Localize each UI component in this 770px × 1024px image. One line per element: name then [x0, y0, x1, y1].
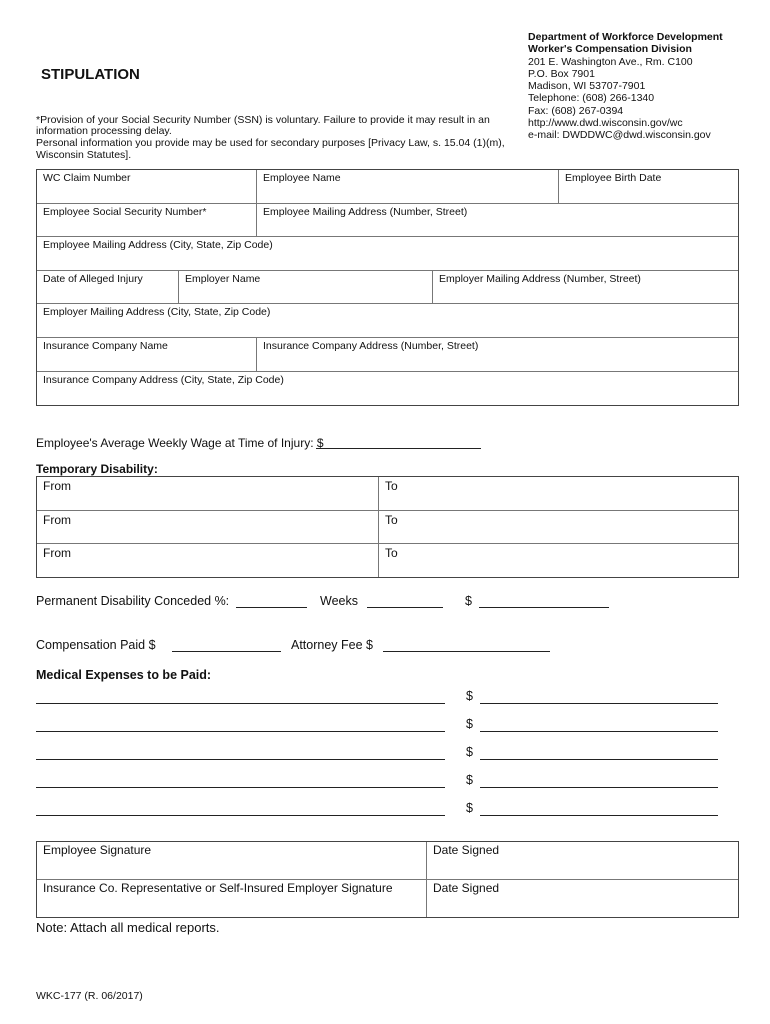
permanent-disability-label: Permanent Disability Conceded %: [36, 594, 230, 608]
employer-name-field[interactable] [179, 271, 433, 304]
medical-expenses-heading: Medical Expenses to be Paid: [36, 668, 212, 682]
attorney-fee-label: Attorney Fee $ [291, 638, 373, 652]
permanent-amount-input[interactable] [479, 607, 609, 608]
field-label: To [385, 546, 398, 560]
agency-po-box: P.O. Box 7901 [528, 67, 595, 80]
compensation-paid-label: Compensation Paid $ [36, 638, 156, 652]
weeks-label: Weeks [320, 594, 358, 608]
agency-info [528, 31, 723, 142]
medical-description-input[interactable] [36, 703, 445, 704]
notice-line: *Provision of your Social Security Number (SSN) is voluntary. Failure to provide it may result in an [36, 114, 490, 126]
field-label: Date Signed [433, 881, 500, 895]
attorney-fee-input[interactable] [383, 651, 550, 652]
field-label: To [385, 513, 398, 527]
note-text: Note: Attach all medical reports. [36, 920, 220, 935]
agency-department: Department of Workforce Development [528, 31, 723, 43]
injury-date-field[interactable] [37, 271, 179, 304]
from-field[interactable] [37, 544, 379, 577]
dollar-sign: $ [466, 717, 473, 731]
employee-ssn-field[interactable] [37, 204, 257, 237]
medical-description-input[interactable] [36, 731, 445, 732]
field-label: Employee Mailing Address (City, State, Zip Code) [43, 239, 273, 251]
field-label: Employee Signature [43, 843, 152, 857]
field-label: Employee Mailing Address (Number, Street) [263, 206, 468, 218]
medical-amount-input[interactable] [480, 787, 718, 788]
field-label: Insurance Company Name [43, 340, 168, 352]
agency-telephone: Telephone: (608) 266-1340 [528, 92, 655, 105]
field-label: Employee Birth Date [565, 172, 662, 184]
weekly-wage-input[interactable] [316, 448, 481, 449]
claim-info-table [36, 169, 739, 406]
form-id: WKC-177 (R. 06/2017) [36, 990, 143, 1002]
field-label: From [43, 513, 71, 527]
medical-description-input[interactable] [36, 759, 445, 760]
insurance-name-field[interactable] [37, 338, 257, 372]
employee-birth-date-field[interactable] [559, 170, 738, 204]
medical-description-input[interactable] [36, 787, 445, 788]
permanent-disability-input[interactable] [236, 607, 307, 608]
dollar-sign: $ [466, 745, 473, 759]
employee-city-field[interactable] [37, 237, 738, 271]
privacy-notice [36, 115, 505, 161]
page-title: STIPULATION [41, 66, 140, 83]
weekly-wage-label: Employee's Average Weekly Wage at Time of Injury: $ [36, 436, 324, 450]
notice-line: Wisconsin Statutes]. [36, 149, 132, 161]
to-field[interactable] [379, 511, 738, 544]
agency-city: Madison, WI 53707-7901 [528, 80, 646, 93]
wc-claim-field[interactable] [37, 170, 257, 204]
compensation-paid-input[interactable] [172, 651, 281, 652]
field-label: Employer Name [185, 273, 261, 285]
employee-signature-field[interactable] [37, 842, 427, 880]
insurance-city-field[interactable] [37, 372, 738, 405]
field-label: Employee Social Security Number* [43, 206, 207, 218]
field-label: From [43, 546, 71, 560]
weeks-input[interactable] [367, 607, 443, 608]
field-label: From [43, 479, 71, 493]
field-label: Insurance Company Address (City, State, Zip Code) [43, 374, 284, 386]
dollar-sign: $ [466, 773, 473, 787]
agency-address: 201 E. Washington Ave., Rm. C100 [528, 55, 693, 68]
medical-amount-input[interactable] [480, 759, 718, 760]
employee-date-signed-field[interactable] [427, 842, 738, 880]
field-label: WC Claim Number [43, 172, 131, 184]
medical-amount-input[interactable] [480, 731, 718, 732]
agency-email[interactable]: e-mail: DWDDWC@dwd.wisconsin.gov [528, 129, 711, 142]
field-label: To [385, 479, 398, 493]
notice-line: information processing delay. [36, 125, 172, 137]
dollar-sign: $ [465, 594, 472, 608]
field-label: Date of Alleged Injury [43, 273, 143, 285]
signature-table [36, 841, 739, 918]
dollar-sign: $ [466, 689, 473, 703]
medical-description-input[interactable] [36, 815, 445, 816]
dollar-sign: $ [466, 801, 473, 815]
field-label: Employee Name [263, 172, 341, 184]
field-label: Insurance Co. Representative or Self-Insured Employer Signature [43, 881, 393, 895]
employer-street-field[interactable] [433, 271, 738, 304]
field-label: Employer Mailing Address (City, State, Zip Code) [43, 306, 271, 318]
insurer-signature-field[interactable] [37, 880, 427, 917]
notice-line: Personal information you provide may be used for secondary purposes [Privacy Law, s. 15.04 (1)(m), [36, 137, 505, 149]
agency-website[interactable]: http://www.dwd.wisconsin.gov/wc [528, 117, 683, 130]
employee-name-field[interactable] [257, 170, 559, 204]
agency-division: Worker's Compensation Division [528, 43, 692, 56]
field-label: Employer Mailing Address (Number, Street) [439, 273, 641, 285]
insurer-date-signed-field[interactable] [427, 880, 738, 917]
employee-street-field[interactable] [257, 204, 738, 237]
temporary-disability-heading: Temporary Disability: [36, 462, 158, 476]
insurance-street-field[interactable] [257, 338, 738, 372]
medical-amount-input[interactable] [480, 703, 718, 704]
employer-city-field[interactable] [37, 304, 738, 338]
from-field[interactable] [37, 511, 379, 544]
temporary-disability-table [36, 476, 739, 578]
agency-fax: Fax: (608) 267-0394 [528, 104, 624, 117]
field-label: Insurance Company Address (Number, Street) [263, 340, 479, 352]
medical-amount-input[interactable] [480, 815, 718, 816]
field-label: Date Signed [433, 843, 500, 857]
to-field[interactable] [379, 477, 738, 511]
from-field[interactable] [37, 477, 379, 511]
to-field[interactable] [379, 544, 738, 577]
